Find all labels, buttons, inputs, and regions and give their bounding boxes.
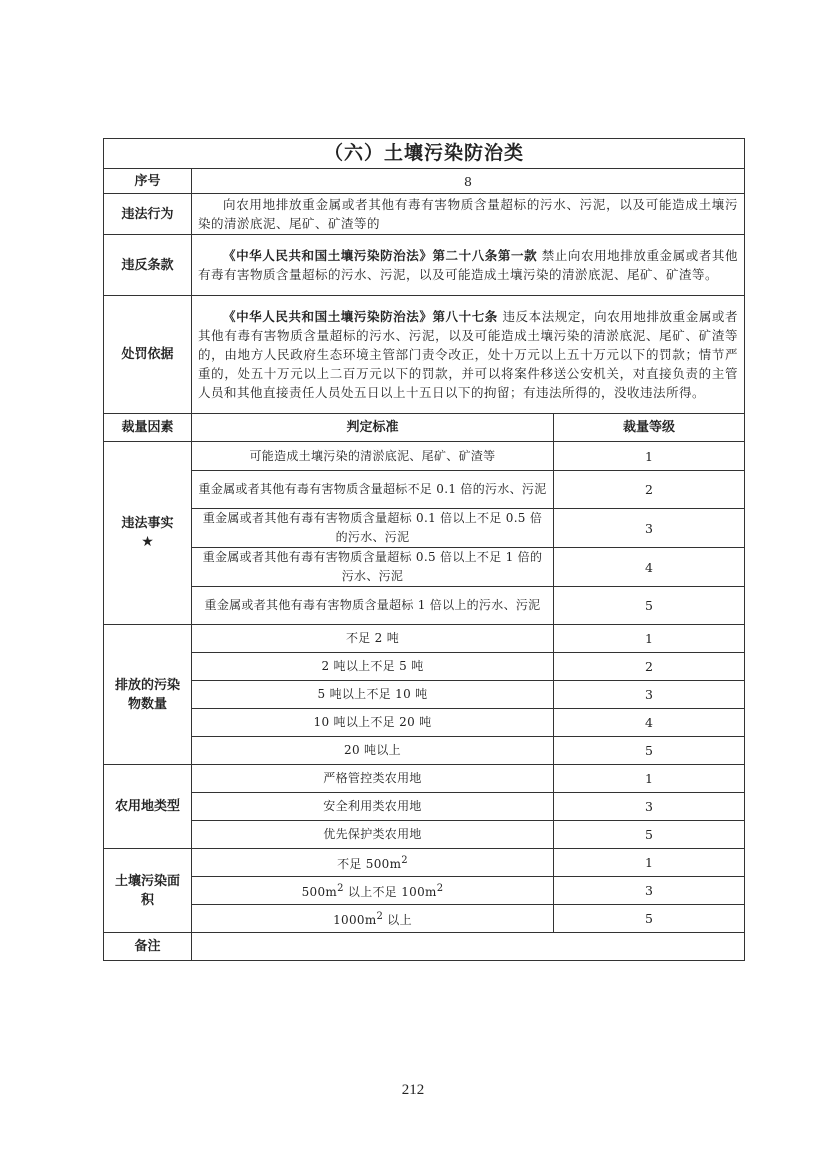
level-cell: 1 xyxy=(554,625,745,653)
criteria-cell: 10 吨以上不足 20 吨 xyxy=(192,709,554,737)
level-cell: 1 xyxy=(554,442,745,471)
header-criteria: 判定标准 xyxy=(192,414,554,442)
serial-label: 序号 xyxy=(104,169,192,194)
level-cell: 3 xyxy=(554,681,745,709)
table-title: （六）土壤污染防治类 xyxy=(104,139,745,169)
factor-name: 农用地类型 xyxy=(104,765,192,849)
level-cell: 4 xyxy=(554,709,745,737)
level-cell: 4 xyxy=(554,548,745,587)
level-cell: 2 xyxy=(554,653,745,681)
table-row xyxy=(104,509,745,548)
table-row xyxy=(104,877,745,905)
remarks-label: 备注 xyxy=(104,933,192,961)
table-row xyxy=(104,442,745,471)
table-row xyxy=(104,709,745,737)
factor-name: 排放的污染物数量 xyxy=(104,625,192,765)
behavior-label: 违法行为 xyxy=(104,194,192,235)
criteria-cell: 重金属或者其他有毒有害物质含量超标 1 倍以上的污水、污泥 xyxy=(192,587,554,625)
table-row xyxy=(104,548,745,587)
violated-law-reference: 《中华人民共和国土壤污染防治法》第二十八条第一款 xyxy=(223,248,538,263)
penalty-text: 违反本法规定，向农用地排放重金属或者其他有毒有害物质含量超标的污水、污泥，以及可能造成土壤污染的清淤底泥、尾矿、矿渣等的，由地方人民政府生态环境主管部门责令改正，处十万元以上五十万元以下的罚款；情节严重的，处五十万元以上二百万元以下的罚款，并可以将案件移送公安机关，对直接负责的主管人员和其他直接责任人员处五日以上十五日以下的拘留；有违法所得的，没收违法所得。 xyxy=(198,309,739,400)
criteria-cell xyxy=(192,877,554,905)
level-cell: 3 xyxy=(554,509,745,548)
remarks-value xyxy=(192,933,745,961)
serial-value: 8 xyxy=(192,169,745,194)
penalty-label: 处罚依据 xyxy=(104,296,192,414)
superscript: 2 xyxy=(401,855,408,866)
criteria-cell: 重金属或者其他有毒有害物质含量超标 0.1 倍以上不足 0.5 倍的污水、污泥 xyxy=(192,509,554,548)
level-cell: 5 xyxy=(554,587,745,625)
table-row xyxy=(104,587,745,625)
superscript: 2 xyxy=(436,883,444,894)
header-level: 裁量等级 xyxy=(554,414,745,442)
criteria-text: 以上 xyxy=(383,913,412,927)
violated-clause xyxy=(192,235,745,296)
behavior-text: 向农用地排放重金属或者其他有毒有害物质含量超标的污水、污泥，以及可能造成土壤污染的清淤底泥、尾矿、矿渣等的 xyxy=(192,194,745,235)
criteria-text: 1000m xyxy=(333,913,377,927)
criteria-cell: 2 吨以上不足 5 吨 xyxy=(192,653,554,681)
criteria-cell: 可能造成土壤污染的清淤底泥、尾矿、矿渣等 xyxy=(192,442,554,471)
table-row xyxy=(104,765,745,793)
page-number: 212 xyxy=(401,1082,425,1098)
factor-name-text: 违法事实 xyxy=(121,516,174,531)
criteria-cell: 重金属或者其他有毒有害物质含量超标 0.5 倍以上不足 1 倍的污水、污泥 xyxy=(192,548,554,587)
level-cell: 3 xyxy=(554,877,745,905)
superscript: 2 xyxy=(376,911,384,922)
level-cell: 5 xyxy=(554,821,745,849)
criteria-cell: 重金属或者其他有毒有害物质含量超标不足 0.1 倍的污水、污泥 xyxy=(192,471,554,509)
table-row xyxy=(104,625,745,653)
level-cell: 1 xyxy=(554,765,745,793)
table-row xyxy=(104,905,745,933)
level-cell: 3 xyxy=(554,793,745,821)
criteria-text: 以上不足 100m xyxy=(343,885,437,899)
table-row xyxy=(104,821,745,849)
superscript: 2 xyxy=(337,883,344,894)
table-row xyxy=(104,471,745,509)
violated-label: 违反条款 xyxy=(104,235,192,296)
table-row xyxy=(104,681,745,709)
star-icon: ★ xyxy=(141,534,154,550)
criteria-cell: 20 吨以上 xyxy=(192,737,554,765)
criteria-text: 不足 500m xyxy=(337,857,402,871)
level-cell: 5 xyxy=(554,737,745,765)
criteria-cell: 严格管控类农用地 xyxy=(192,765,554,793)
table-row xyxy=(104,737,745,765)
header-factor: 裁量因素 xyxy=(104,414,192,442)
table-row xyxy=(104,793,745,821)
penalty-law-reference: 《中华人民共和国土壤污染防治法》第八十七条 xyxy=(223,309,498,324)
table-row xyxy=(104,849,745,877)
factor-name: 土壤污染面积 xyxy=(104,849,192,933)
violated-text: 禁止向农用地排放重金属或者其他有毒有害物质含量超标的污水、污泥，以及可能造成土壤污染的清淤底泥、尾矿、矿渣等。 xyxy=(198,248,738,282)
penalty-basis xyxy=(192,296,745,414)
criteria-cell: 不足 2 吨 xyxy=(192,625,554,653)
level-cell: 1 xyxy=(554,849,745,877)
level-cell: 5 xyxy=(554,905,745,933)
criteria-cell: 优先保护类农用地 xyxy=(192,821,554,849)
level-cell: 2 xyxy=(554,471,745,509)
table-row xyxy=(104,653,745,681)
criteria-cell xyxy=(192,905,554,933)
factor-name xyxy=(104,442,192,625)
criteria-text: 500m xyxy=(301,885,338,899)
criteria-cell: 安全利用类农用地 xyxy=(192,793,554,821)
penalty-table xyxy=(103,138,745,961)
criteria-cell xyxy=(192,849,554,877)
criteria-cell: 5 吨以上不足 10 吨 xyxy=(192,681,554,709)
